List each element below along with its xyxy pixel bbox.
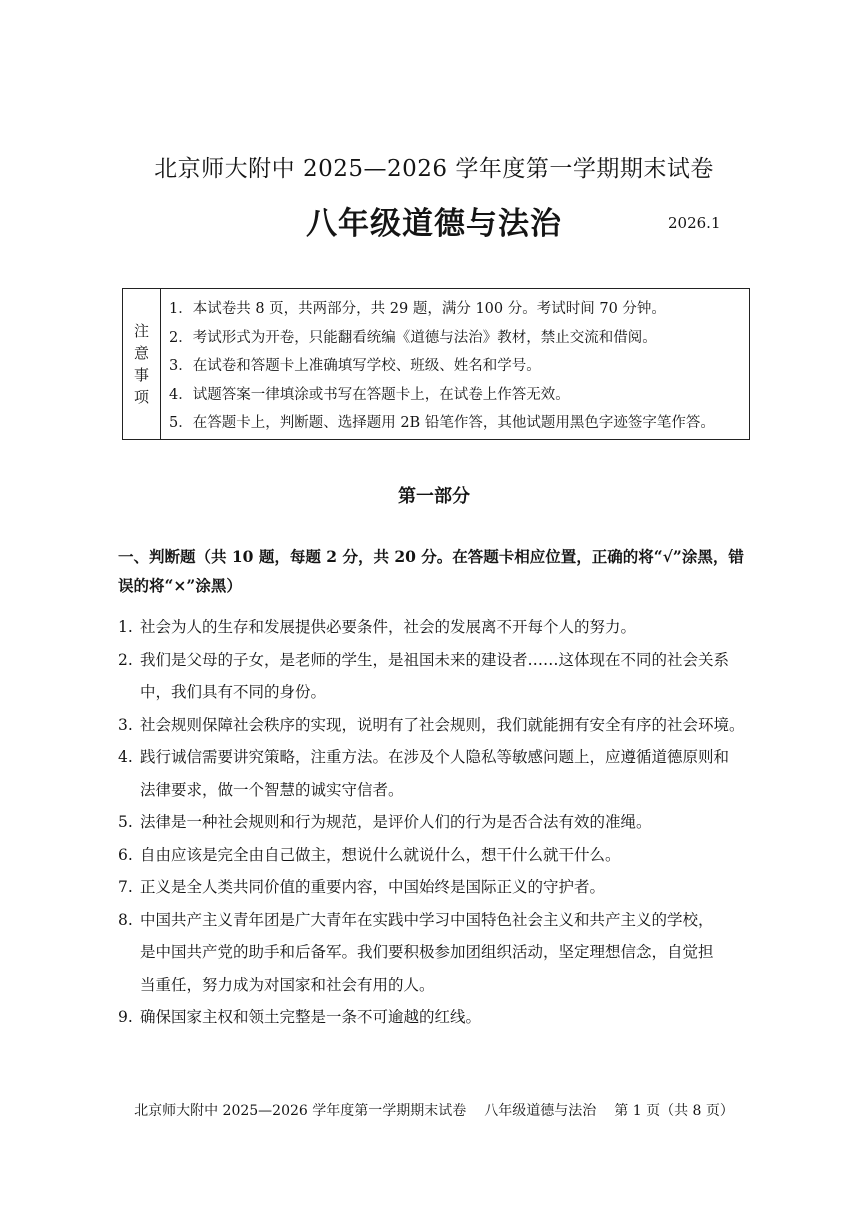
question-text-continued: 当重任，努力成为对国家和社会有用的人。: [140, 975, 435, 994]
question-text: 确保国家主权和领土完整是一条不可逾越的红线。: [140, 1008, 482, 1026]
question-number: 6.: [118, 845, 133, 864]
question-item: [118, 871, 758, 904]
subject-title: 八年级道德与法治: [306, 206, 562, 242]
question-number: 1.: [118, 618, 133, 636]
question-text: 正义是全人类共同价值的重要内容，中国始终是国际正义的守护者。: [140, 878, 606, 896]
notice-item: 1．本试卷共 8 页，共两部分，共 29 题，满分 100 分。考试时间 70 分钟。: [169, 301, 666, 317]
footer-page-number: 第 1 页（共 8 页）: [614, 1103, 734, 1119]
notice-box: [122, 288, 750, 440]
question-text-continued: 是中国共产党的助手和后备军。我们要积极参加团组织活动，坚定理想信念，自觉担: [140, 943, 714, 961]
exam-date: 2026.1: [668, 214, 721, 232]
question-text: 社会为人的生存和发展提供必要条件，社会的发展离不开每个人的努力。: [140, 618, 637, 636]
footer-exam-title: 北京师大附中 2025—2026 学年度第一学期期末试卷: [134, 1103, 467, 1119]
notice-item: 4．试题答案一律填涂或书写在答题卡上，在试卷上作答无效。: [169, 386, 570, 403]
notice-item: 3．在试卷和答题卡上准确填写学校、班级、姓名和学号。: [169, 358, 541, 374]
question-number: 4.: [118, 748, 133, 766]
question-text-continued: 法律要求，做一个智慧的诚实守信者。: [140, 780, 404, 799]
question-list: [118, 611, 758, 1034]
notice-item: 5．在答题卡上，判断题、选择题用 2B 铅笔作答，其他试题用黑色字迹签字笔作答。: [169, 415, 715, 431]
question-text: 自由应该是完全由自己做主，想说什么就说什么，想干什么就干什么。: [140, 845, 621, 864]
notice-label-cell: [123, 289, 161, 439]
question-number: 9.: [118, 1008, 133, 1026]
question-number: 8.: [118, 910, 133, 929]
part-title: 第一部分: [398, 486, 470, 507]
notice-label: 注意事项: [133, 322, 149, 406]
question-item: [118, 611, 758, 644]
page-footer: [0, 1100, 868, 1120]
question-text: 中国共产主义青年团是广大青年在实践中学习中国特色社会主义和共产主义的学校，: [140, 910, 714, 929]
question-text: 践行诚信需要讲究策略，注重方法。在涉及个人隐私等敏感问题上，应遵循道德原则和: [140, 748, 730, 766]
notice-list: [161, 289, 749, 439]
question-item: [118, 806, 758, 839]
question-item: [118, 904, 758, 1002]
question-item: [118, 644, 758, 709]
question-text: 法律是一种社会规则和行为规范，是评价人们的行为是否合法有效的准绳。: [140, 813, 652, 831]
question-number: 7.: [118, 878, 133, 896]
question-text: 社会规则保障社会秩序的实现，说明有了社会规则，我们就能拥有安全有序的社会环境。: [140, 715, 745, 734]
question-number: 3.: [118, 715, 133, 734]
question-text-continued: 中，我们具有不同的身份。: [140, 683, 327, 701]
question-number: 2.: [118, 650, 133, 669]
question-item: [118, 1001, 758, 1034]
section-instruction: 一、判断题（共 10 题，每题 2 分，共 20 分。在答题卡相应位置，正确的将“√”涂黑，错误的将“×”涂黑）: [118, 547, 744, 595]
question-text: 我们是父母的子女，是老师的学生，是祖国未来的建设者……这体现在不同的社会关系: [140, 650, 730, 669]
question-item: [118, 709, 758, 742]
question-number: 5.: [118, 813, 133, 831]
footer-subject: 八年级道德与法治: [484, 1103, 597, 1119]
notice-item: 2．考试形式为开卷，只能翻看统编《道德与法治》教材，禁止交流和借阅。: [169, 329, 657, 346]
exam-title: 北京师大附中 2025—2026 学年度第一学期期末试卷: [154, 156, 714, 182]
question-item: [118, 741, 758, 806]
question-item: [118, 839, 758, 872]
